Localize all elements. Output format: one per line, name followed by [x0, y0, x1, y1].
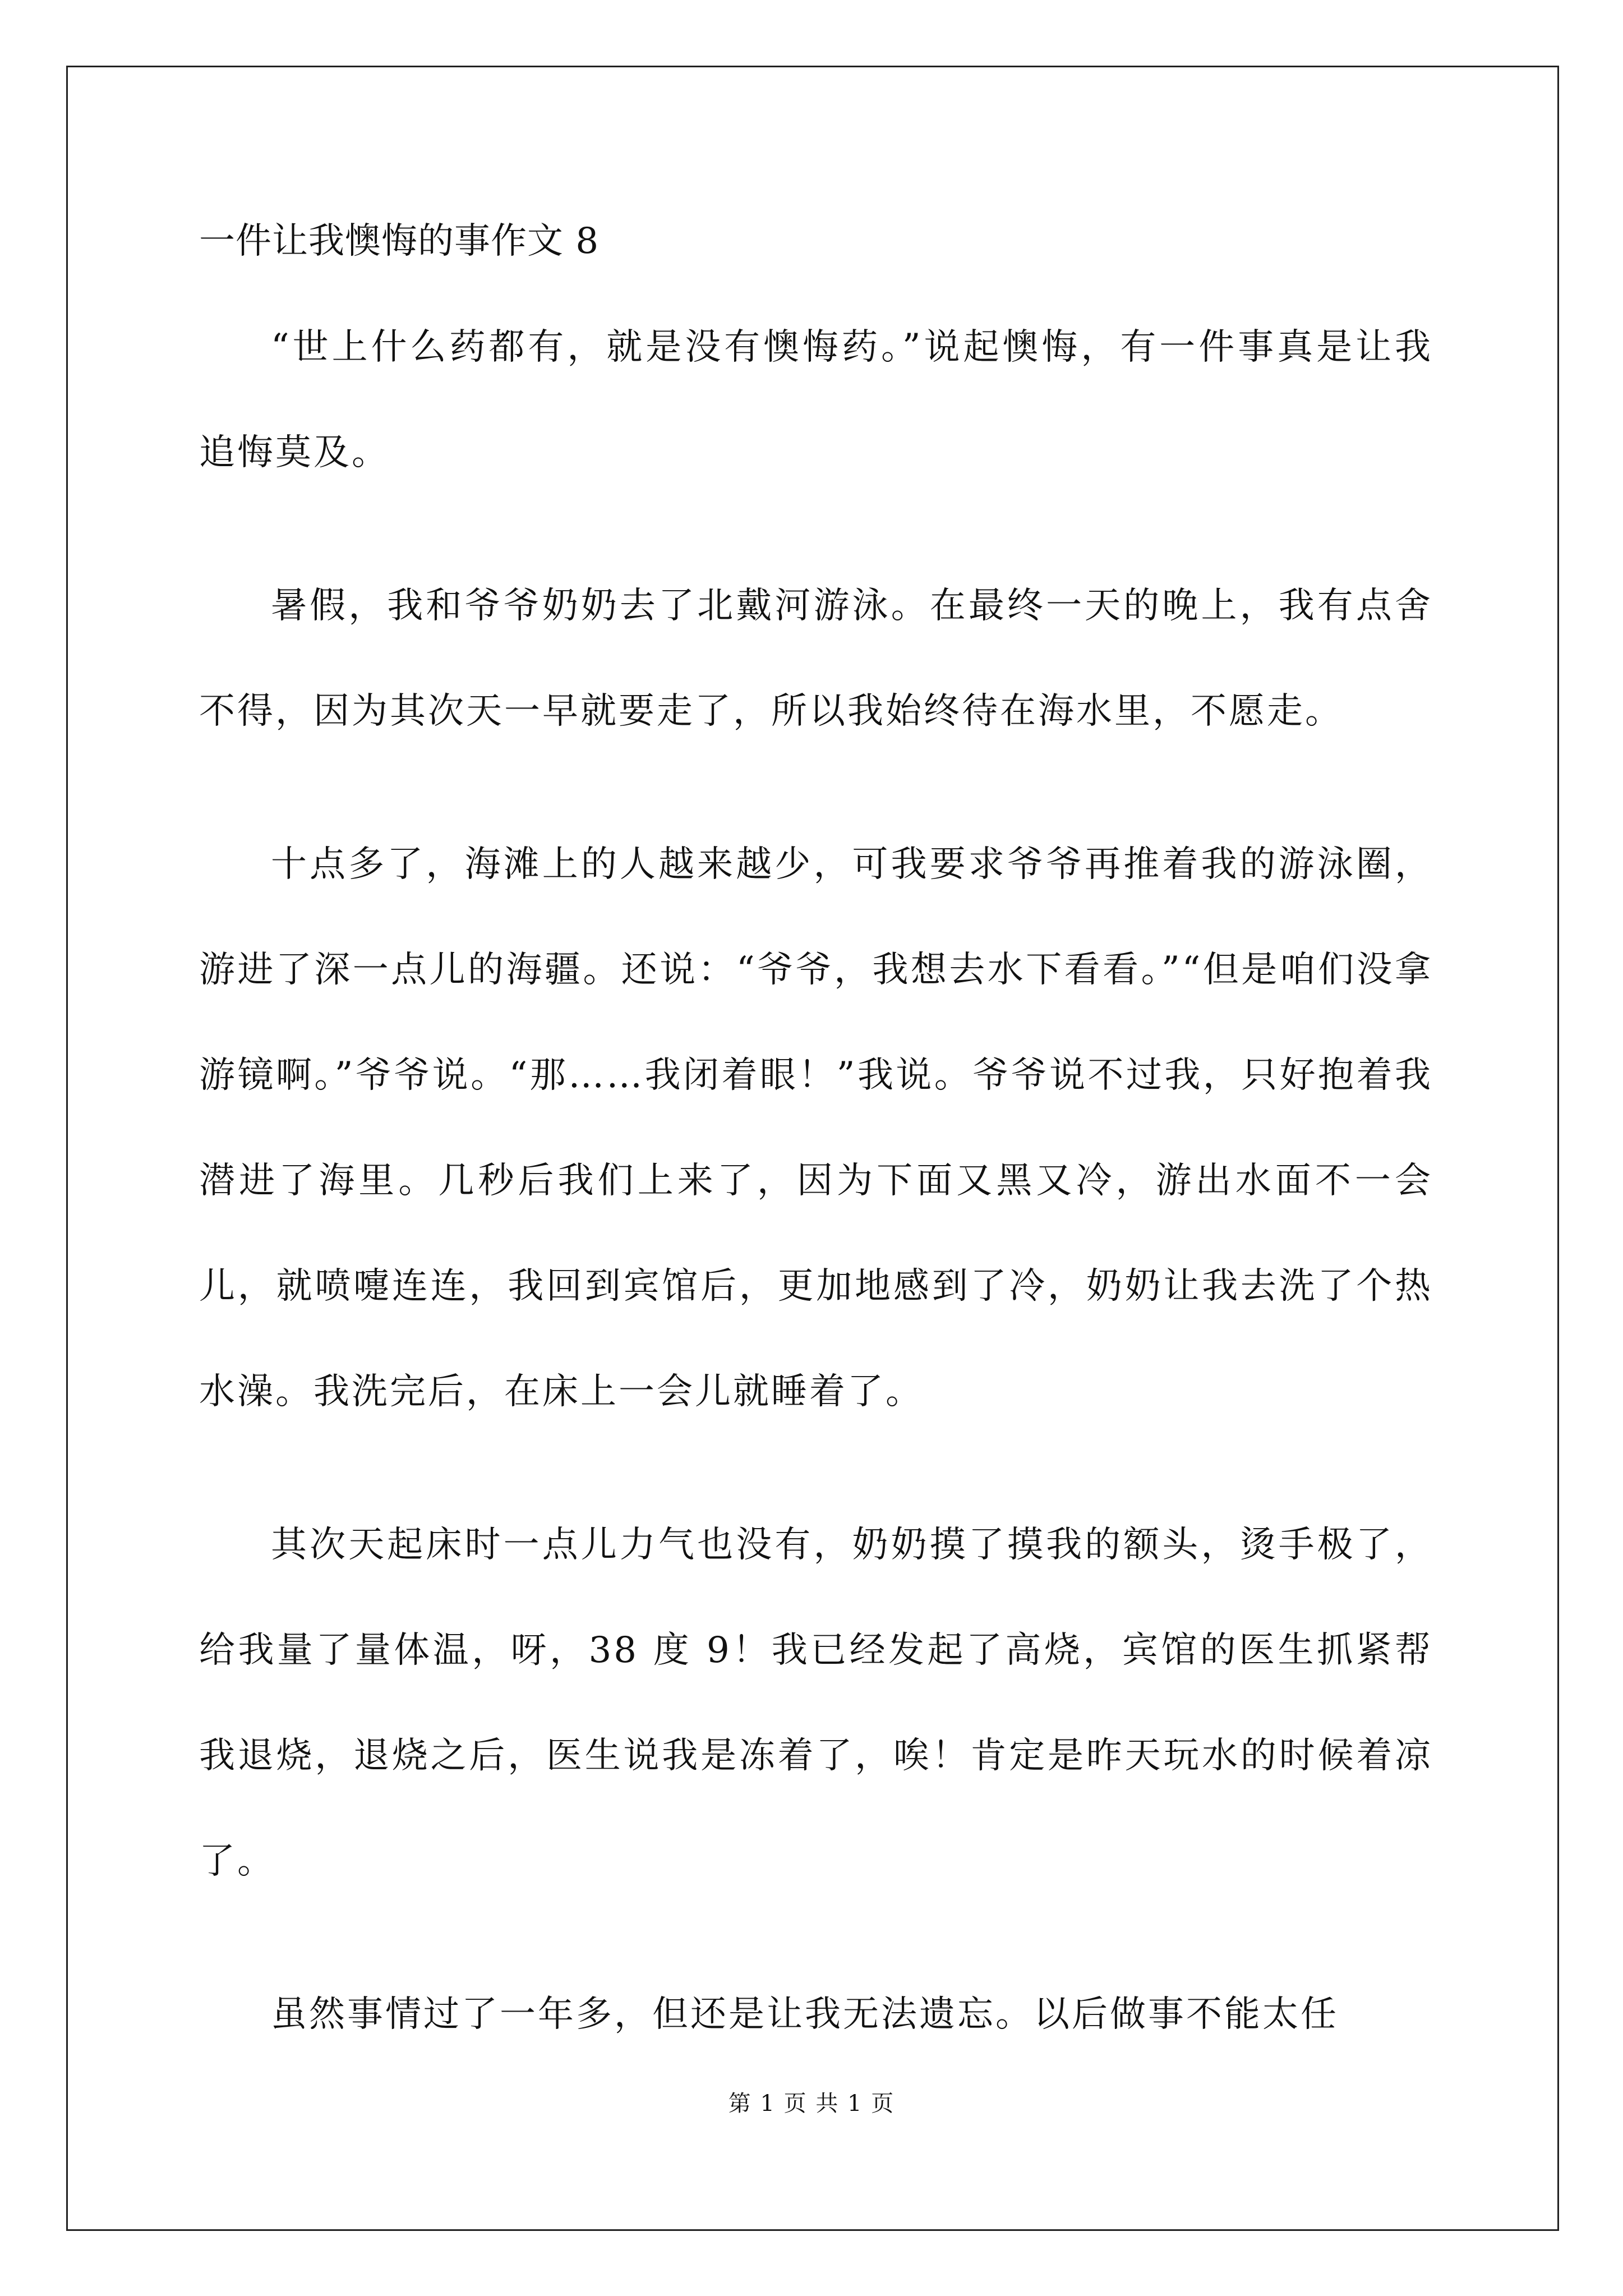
document-body: [199, 213, 1433, 2067]
paragraph-2: 暑假，我和爷爷奶奶去了北戴河游泳。在最终一天的晚上，我有点舍不得，因为其次天一早就要走了，所以我始终待在海水里，不愿走。: [199, 585, 1433, 732]
document-title: 一件让我懊悔的事作文 8: [199, 220, 600, 262]
page-footer: 第 1 页 共 1 页: [728, 2091, 895, 2116]
paragraph-1: “世上什么药都有，就是没有懊悔药。”说起懊悔，有一件事真是让我追悔莫及。: [199, 326, 1433, 473]
paragraph-3: 十点多了，海滩上的人越来越少，可我要求爷爷再推着我的游泳圈，游进了深一点儿的海疆。还说：“爷爷，我想去水下看看。”“但是咱们没拿游镜啊。”爷爷说。“那……我闭着眼！”我说。爷爷说不过我，只好抱着我潜进了海里。几秒后我们上来了，因为下面又黑又冷，游出水面不一会儿，就喷嚏连连，我回到宾馆后，更加地感到了冷，奶奶让我去洗了个热水澡。我洗完后，在床上一会儿就睡着了。: [199, 844, 1433, 1412]
paragraph-5: 虽然事情过了一年多，但还是让我无法遗忘。以后做事不能太任: [271, 1994, 1339, 2035]
paragraph-4: 其次天起床时一点儿力气也没有，奶奶摸了摸我的额头，烫手极了，给我量了量体温，呀，38 度 9！我已经发起了高烧，宾馆的医生抓紧帮我退烧，退烧之后，医生说我是冻着了，唉！肯定是昨天玩水的时候着凉了。: [199, 1524, 1433, 1882]
